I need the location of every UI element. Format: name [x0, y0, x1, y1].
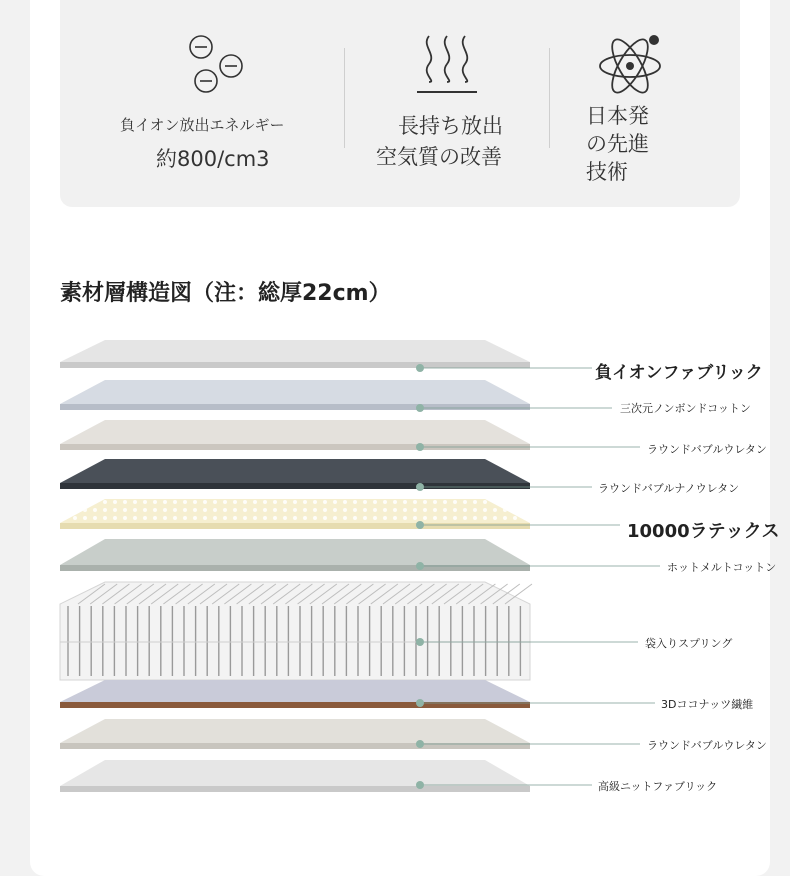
- layer-marker-dot: [416, 562, 424, 570]
- atom-icon: [596, 30, 668, 96]
- feature-japan-tech: [550, 0, 740, 207]
- layer-marker-dot: [416, 404, 424, 412]
- heat-waves-icon: [415, 32, 479, 96]
- negative-ion-icon: [182, 34, 248, 96]
- feature-text: 長持ち放出: [398, 114, 503, 138]
- layer-label-round-bubble-nano-urethane: ラウンドバブルナノウレタン: [598, 482, 740, 495]
- layer-label-coconut-fiber: 3Dココナッツ繊維: [661, 698, 754, 711]
- layer-slab: [60, 340, 592, 372]
- layer-slab: [60, 420, 640, 451]
- layer-label-3d-nonbond-cotton: 三次元ノンボンドコットン: [620, 402, 751, 415]
- layer-slab: [60, 582, 638, 680]
- layer-marker-dot: [416, 638, 424, 646]
- layer-label-negative-ion-fabric: 負イオンファブリック: [595, 363, 763, 383]
- layer-marker-dot: [416, 781, 424, 789]
- feature-text: 日本発: [586, 104, 649, 128]
- feature-text: 負イオン放出エネルギー: [120, 116, 285, 134]
- feature-text: 空気質の改善: [376, 145, 502, 169]
- feature-long-lasting: [345, 0, 549, 207]
- feature-text: 技術: [586, 160, 628, 184]
- feature-text: の先進: [586, 132, 649, 156]
- feature-panel: [60, 0, 740, 207]
- layer-label-knit-fabric: 高級ニットファブリック: [598, 780, 718, 793]
- layer-slab: [60, 380, 612, 412]
- layer-label-pocket-spring: 袋入りスプリング: [645, 637, 733, 650]
- layer-label-hot-melt-cotton: ホットメルトコットン: [667, 561, 777, 574]
- layer-marker-dot: [416, 443, 424, 451]
- layer-slab: [60, 499, 620, 529]
- layer-slab: [60, 539, 660, 571]
- layer-marker-dot: [416, 699, 424, 707]
- layer-diagram: [0, 330, 790, 810]
- layer-marker-dot: [416, 483, 424, 491]
- layer-slab: [60, 459, 592, 491]
- layer-slab: [60, 719, 640, 749]
- layer-slab: [60, 760, 592, 792]
- feature-value: 約800/cm3: [156, 147, 270, 171]
- layer-slab: [60, 680, 655, 708]
- section-title: 素材層構造図（注：総厚22cm）: [60, 281, 391, 306]
- layer-marker-dot: [416, 521, 424, 529]
- layer-marker-dot: [416, 740, 424, 748]
- layer-label-latex: 10000ラテックス: [627, 521, 780, 542]
- feature-negative-ion: [60, 0, 344, 207]
- layer-label-round-bubble-urethane: ラウンドバブルウレタン: [647, 443, 767, 456]
- layer-marker-dot: [416, 364, 424, 372]
- layer-label-round-bubble-urethane-2: ラウンドバブルウレタン: [647, 739, 767, 752]
